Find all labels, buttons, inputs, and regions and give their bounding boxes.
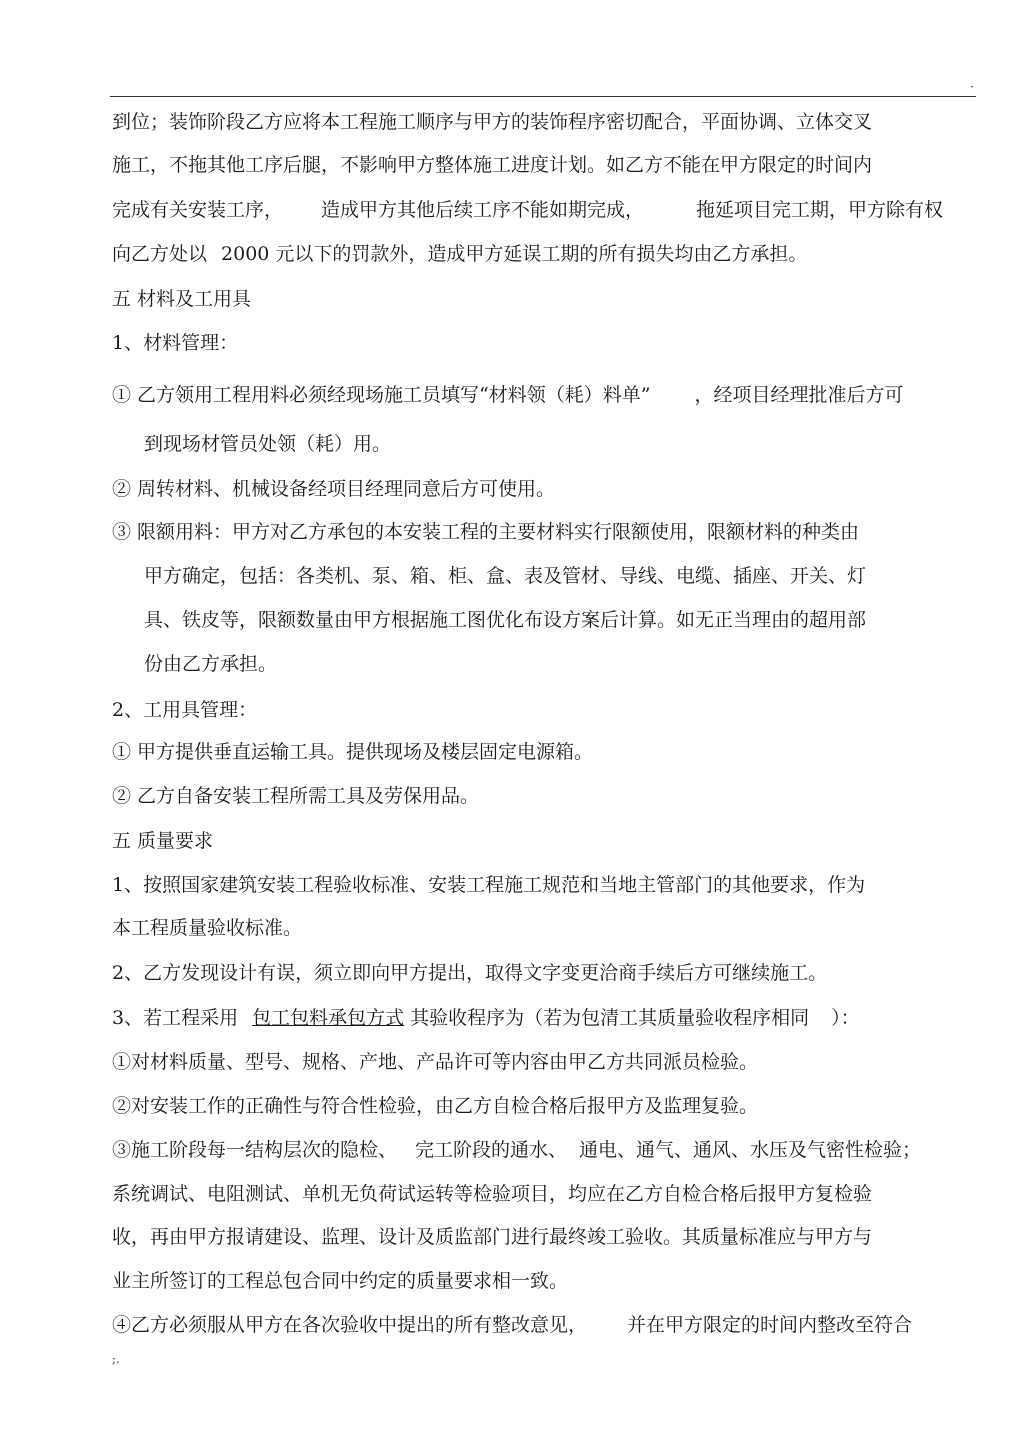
footer-mark: ;. [112,1352,120,1366]
list-item [112,382,903,408]
text-line: 到位；装饰阶段乙方应将本工程施工顺序与甲方的装饰程序密切配合，平面协调、立体交叉 [112,111,873,133]
text-segment: 通电、通气、通风、水压及气密性检验； [579,1139,922,1161]
subsection-heading: 1、材料管理： [112,332,239,354]
text-segment: 拖延项目完工期，甲方除有权 [696,199,944,221]
text-segment: 3、若工程采用 [112,1007,239,1029]
text-segment: ③施工阶段每一结构层次的隐检、 [112,1139,398,1161]
list-item-continuation: 具、铁皮等，限额数量由甲方根据施工图优化布设方案后计算。如无正当理由的超用部 [144,609,867,631]
underlined-field: 包工包料承包方式 [252,1007,405,1029]
subsection-heading: 2、工用具管理： [112,699,258,721]
text-line: 业主所签订的工程总包合同中约定的质量要求相一致。 [112,1270,569,1292]
text-line [112,241,807,267]
text-segment: ① 乙方领用工程用料必须经现场施工员填写“材料领（耗）料单” [112,384,651,406]
text-segment: 2000 元以下的罚款外，造成甲方延误工期的所有损失均由乙方承担。 [221,243,808,265]
text-line: 本工程质量验收标准。 [112,917,303,939]
text-segment: 完成有关安装工序， [112,199,284,221]
list-item: ② 乙方自备安装工程所需工具及劳保用品。 [112,785,480,807]
header-mark: · [970,80,974,94]
section-heading: 五 材料及工用具 [112,288,252,310]
list-item: ② 周转材料、机械设备经项目经理同意后方可使用。 [112,478,556,500]
header-rule [110,96,976,97]
text-line: ①对材料质量、型号、规格、产地、产品许可等内容由甲乙方共同派员检验。 [112,1051,759,1073]
text-line: 施工，不拖其他工序后腿，不影响甲方整体施工进度计划。如乙方不能在甲方限定的时间内 [112,154,873,176]
text-segment: ，经项目经理批准后方可 [694,384,904,406]
text-segment: 其验收程序为（若为包清工其质量验收程序相同 [410,1007,810,1029]
list-item: ① 甲方提供垂直运输工具。提供现场及楼层固定电源箱。 [112,741,594,763]
list-item: ③ 限额用料：甲方对乙方承包的本安装工程的主要材料实行限额使用，限额材料的种类由 [112,521,860,543]
text-segment: 向乙方处以 [112,243,208,265]
text-line: 系统调试、电阻测试、单机无负荷试运转等检验项目，均应在乙方自检合格后报甲方复检验 [112,1183,873,1205]
text-segment: 并在甲方限定的时间内整改至符合 [627,1314,913,1336]
text-line [112,1137,921,1163]
text-segment: ）： [831,1007,860,1029]
text-segment: 完工阶段的通水、 [415,1139,568,1161]
text-line: 1、按照国家建筑安装工程验收标准、安装工程施工规范和当地主管部门的其他要求，作为 [112,874,866,896]
list-item-continuation: 到现场材管员处领（耗）用。 [144,433,392,455]
text-line [112,1005,860,1031]
text-line [112,1312,912,1338]
text-line: ②对安装工作的正确性与符合性检验，由乙方自检合格后报甲方及监理复验。 [112,1095,759,1117]
section-heading: 五 质量要求 [112,830,214,852]
text-line: 收，再由甲方报请建设、监理、设计及质监部门进行最终竣工验收。其质量标准应与甲方与 [112,1226,873,1248]
text-line: 2、乙方发现设计有误，须立即向甲方提出，取得文字变更洽商手续后方可继续施工。 [112,962,828,984]
text-segment: 造成甲方其他后续工序不能如期完成， [321,199,645,221]
text-segment: ④乙方必须服从甲方在各次验收中提出的所有整改意见， [112,1314,588,1336]
list-item-continuation: 甲方确定，包括：各类机、泵、箱、柜、盒、表及管材、导线、电缆、插座、开关、灯 [144,565,867,587]
list-item-continuation: 份由乙方承担。 [144,653,278,675]
text-line [112,197,943,223]
